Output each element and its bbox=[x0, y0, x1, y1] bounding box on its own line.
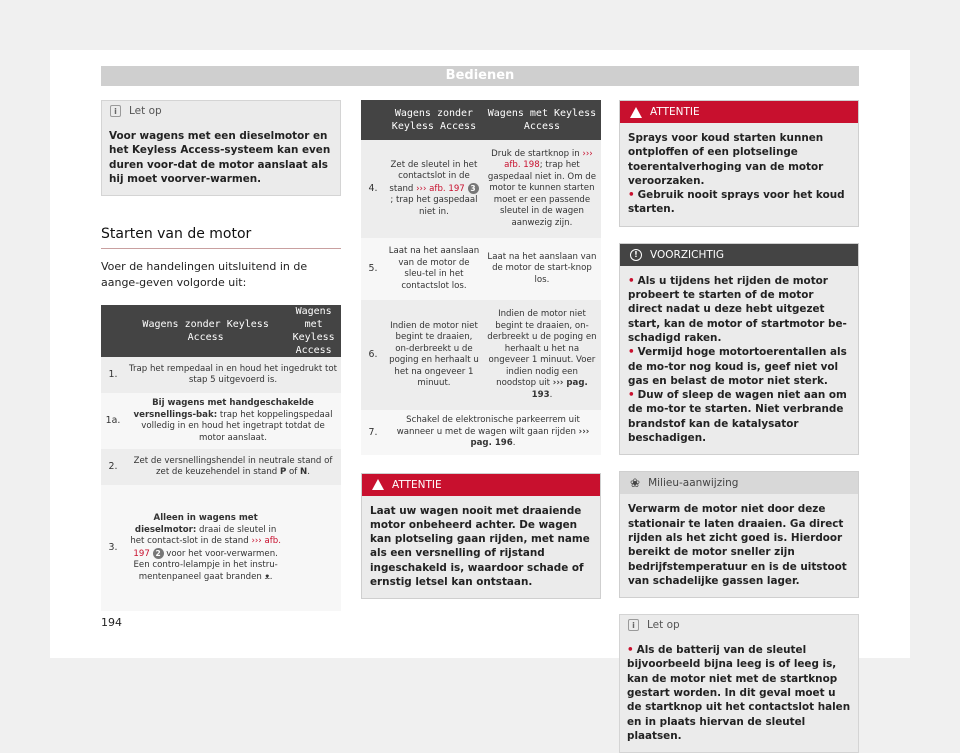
glow-plug-icon: ᴥ bbox=[264, 571, 270, 582]
environment-header bbox=[620, 472, 858, 494]
bullet-icon: • bbox=[628, 389, 635, 402]
step-number: 2. bbox=[101, 449, 125, 485]
note-box bbox=[101, 100, 341, 196]
step-rest: Druk de startknop in bbox=[491, 148, 583, 159]
flower-icon: ❀ bbox=[630, 476, 641, 491]
note-text: Voor wagens met een dieselmotor en het Keyless Access-systeem kan even duren voor-dat de motor aanslaat als hij moet voorver-warmen. bbox=[109, 130, 331, 185]
bullet-text: Vermijd hoge motortoerentallen als de mo-tor nog koud is, geef niet vol gas en belast de motor niet sterk. bbox=[628, 346, 847, 387]
bullet-icon: • bbox=[628, 346, 635, 359]
environment-title: Milieu-aanwijzing bbox=[648, 477, 739, 490]
warning-title: ATTENTIE bbox=[392, 478, 442, 491]
step-rest: Indien de motor niet begint te draaien, on-derbreekt u de poging en herhaalt u het na ongeveer 1 minuut. Voer indien nodig een noodstop uit bbox=[487, 309, 597, 388]
warning-text: Laat uw wagen nooit met draaiende motor onbeheerd achter. De wagen kan plotseling gaan rijden, met name als een versnelling of rijstand ingeschakeld is, waardoor schade of ernstig letsel kan ontstaan. bbox=[370, 504, 590, 588]
callout-number: 2 bbox=[153, 548, 164, 559]
table-row bbox=[101, 449, 341, 485]
page-header: Bedienen bbox=[101, 66, 859, 86]
table-header-blank bbox=[101, 305, 125, 357]
step-text-without-keyless bbox=[125, 485, 286, 611]
warning-box bbox=[361, 473, 601, 600]
caution-title: VOORZICHTIG bbox=[650, 248, 724, 261]
info-icon: i bbox=[628, 619, 639, 631]
warning-header bbox=[620, 101, 858, 123]
table-row bbox=[361, 140, 601, 238]
step-text: Trap het rempedaal in en houd het ingedrukt tot stap 5 uitgevoerd is. bbox=[125, 357, 341, 393]
caution-bullet bbox=[628, 388, 850, 445]
warning-title: ATTENTIE bbox=[650, 106, 700, 118]
caution-box bbox=[619, 243, 859, 456]
page-link[interactable]: ››› pag. 196 bbox=[470, 426, 590, 448]
steps-table-continued bbox=[361, 100, 601, 455]
step-text-without-keyless: Indien de motor niet begint te draaien, on-derbreekt u de poging en herhaalt u het na ongeveer 1 minuut. bbox=[385, 300, 483, 410]
step-dot: . bbox=[269, 571, 273, 582]
bullet-icon: • bbox=[627, 644, 634, 657]
step-of: of bbox=[286, 467, 301, 478]
step-rest: trap het koppelingspedaal volledig in en houd het ingetrapt totdat de motor aanslaat. bbox=[141, 409, 333, 443]
bullet-text: Als de batterij van de sleutel bijvoorbeeld bijna leeg is of leeg is, kan de motor niet met de startknop gestart worden. In dit geval moet u de startknop uit het contactslot halen en in plaats hiervan de sleutel plaatsen. bbox=[627, 644, 851, 742]
info-icon: i bbox=[110, 105, 121, 117]
table-header-without-keyless: Wagens zonder Keyless Access bbox=[385, 100, 483, 140]
warning-triangle-icon bbox=[630, 107, 642, 118]
gear-p: P bbox=[279, 467, 287, 478]
step-rest: Zet de sleutel in het contactslot in de stand bbox=[389, 159, 478, 194]
bullet-icon: • bbox=[628, 189, 635, 202]
step-text-with-keyless: Laat na het aanslaan van de motor de start-knop los. bbox=[483, 238, 601, 300]
step-text bbox=[125, 449, 341, 485]
step-number: 1. bbox=[101, 357, 125, 393]
table-header-blank bbox=[361, 100, 385, 140]
step-number: 5. bbox=[361, 238, 385, 300]
step-number: 7. bbox=[361, 410, 385, 455]
figure-link[interactable]: ››› afb. 198 bbox=[504, 148, 593, 171]
step-rest: ; trap het gaspedaal niet in. Om de motor te kunnen starten moet er een passende sleutel in de wagen aanwezig zijn. bbox=[487, 160, 597, 228]
environment-text: Verwarm de motor niet door deze stationair te laten draaien. Ga direct rijden als het zicht goed is. Hierdoor bereikt de motor sneller zijn bedrijfstemperatuur en is de uitstoot van schadelijke gassen lager. bbox=[628, 503, 847, 587]
bullet-text: Gebruik nooit sprays voor het koud starten. bbox=[628, 189, 845, 216]
page-number: 194 bbox=[101, 616, 122, 629]
step-text bbox=[125, 393, 341, 449]
step-text-with-keyless bbox=[286, 485, 341, 611]
section-title: Starten van de motor bbox=[101, 226, 341, 249]
page-link[interactable]: ››› pag. 193 bbox=[531, 378, 588, 400]
note-header bbox=[620, 615, 858, 635]
note-box bbox=[619, 614, 859, 753]
step-number: 6. bbox=[361, 300, 385, 410]
step-text-without-keyless bbox=[385, 140, 483, 238]
figure-link[interactable]: ››› afb. 197 bbox=[133, 536, 281, 559]
warning-header bbox=[362, 474, 600, 496]
step-number: 3. bbox=[101, 485, 125, 611]
step-text-with-keyless bbox=[483, 140, 601, 238]
column-2 bbox=[361, 100, 601, 599]
table-header-with-keyless: Wagens met Keyless Access bbox=[483, 100, 601, 140]
note-title: Let op bbox=[647, 619, 680, 632]
step-dot: . bbox=[512, 438, 516, 448]
step-number: 1a. bbox=[101, 393, 125, 449]
step-text-with-keyless bbox=[483, 300, 601, 410]
warning-triangle-icon bbox=[372, 479, 384, 490]
table-row bbox=[101, 485, 341, 611]
step-bold: Bij wagens met handgeschakelde versnellings-bak: bbox=[133, 398, 314, 420]
step-rest: ; trap het gaspedaal niet in. bbox=[390, 195, 478, 217]
step-dot: . bbox=[307, 467, 310, 478]
step-text-without-keyless: Laat na het aanslaan van de motor de sleu-tel in het contactslot los. bbox=[385, 238, 483, 300]
bullet-text: Duw of sleep de wagen niet aan om de mo-tor te starten. Niet verbrande brandstof kan de katalysator beschadigen. bbox=[628, 389, 847, 445]
column-1 bbox=[101, 100, 341, 611]
bullet-text: Als u tijdens het rijden de motor probeert te starten of de motor direct nadat u deze hebt uitgezet start, kan de motor of startmotor be-schadigd raken. bbox=[628, 274, 847, 344]
intro-text: Voer de handelingen uitsluitend in de aange-geven volgorde uit: bbox=[101, 260, 308, 290]
exclamation-circle-icon: ! bbox=[630, 249, 642, 261]
table-row bbox=[361, 300, 601, 410]
figure-link[interactable]: ››› afb. 197 bbox=[416, 183, 465, 194]
warning-box bbox=[619, 100, 859, 227]
table-row bbox=[101, 357, 341, 393]
step-text bbox=[385, 410, 601, 455]
steps-table bbox=[101, 305, 341, 611]
caution-bullet bbox=[628, 274, 850, 345]
warning-bullet bbox=[628, 188, 850, 217]
table-row bbox=[361, 238, 601, 300]
step-rest: draai de sleutel in het contact-slot in de stand bbox=[130, 524, 277, 547]
note-title: Let op bbox=[129, 105, 162, 117]
caution-text bbox=[620, 266, 858, 455]
gear-n: N bbox=[300, 467, 308, 478]
note-header bbox=[102, 101, 340, 121]
column-3 bbox=[619, 100, 859, 753]
table-header-with-keyless: Wagens met Keyless Access bbox=[286, 305, 341, 357]
warning-text bbox=[620, 123, 858, 226]
table-row bbox=[361, 410, 601, 455]
note-text bbox=[620, 635, 858, 752]
warning-body: Sprays voor koud starten kunnen ontploffen of een plotselinge toerentalverhoging van de motor veroorzaken. bbox=[628, 132, 824, 187]
caution-bullet bbox=[628, 345, 850, 388]
table-row bbox=[101, 393, 341, 449]
caution-header bbox=[620, 244, 858, 266]
step-rest: Schakel de elektronische parkeerrem uit wanneer u met de wagen wilt gaan rijden bbox=[396, 415, 580, 437]
step-bold: Alleen in wagens met dieselmotor: bbox=[134, 513, 258, 535]
step-rest: Zet de versnellingshendel in neutrale stand of zet de keuzehendel in stand bbox=[133, 455, 333, 478]
table-header-without-keyless: Wagens zonder Keyless Access bbox=[125, 305, 286, 357]
step-number: 4. bbox=[361, 140, 385, 238]
environment-box bbox=[619, 471, 859, 598]
callout-number: 3 bbox=[468, 183, 479, 194]
step-rest: voor het voor-verwarmen. Een contro-lelampje in het instru-mentenpaneel gaat branden bbox=[133, 548, 278, 582]
step-dot: . bbox=[549, 389, 553, 400]
bullet-icon: • bbox=[628, 274, 635, 287]
